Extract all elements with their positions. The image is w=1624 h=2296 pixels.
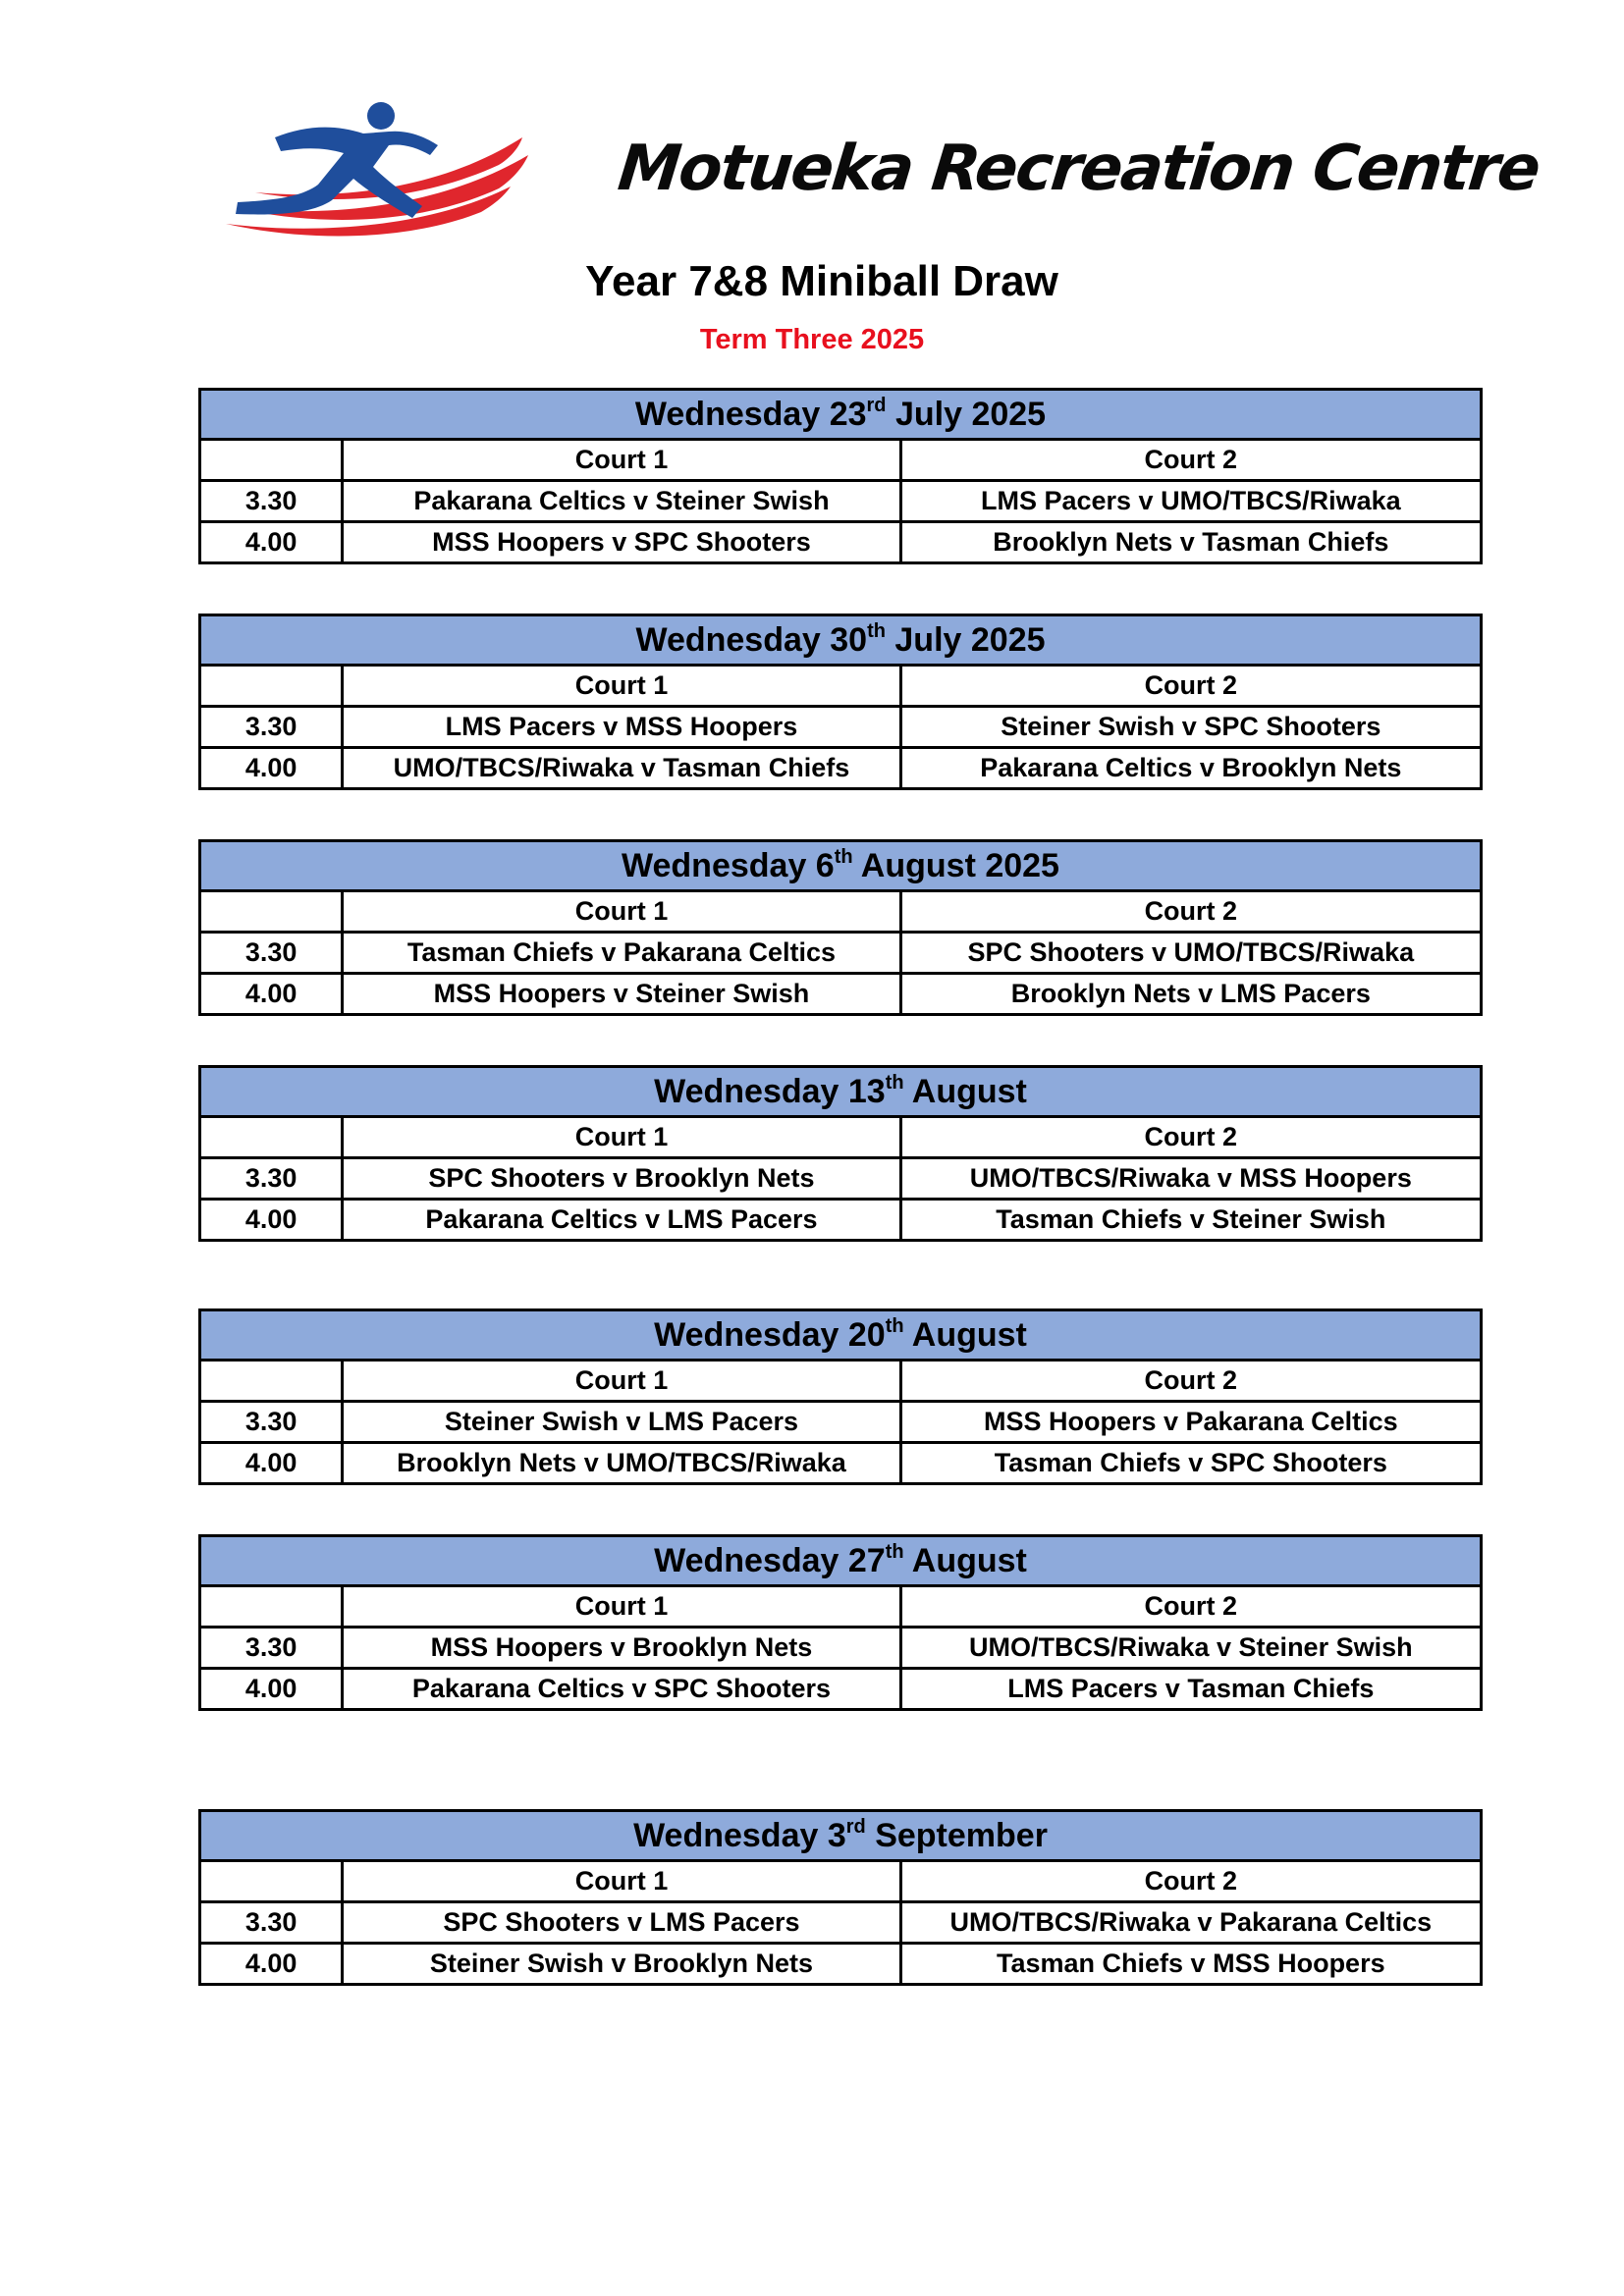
table-row bbox=[200, 1628, 1482, 1669]
header bbox=[206, 93, 1543, 250]
court-2-header: Court 2 bbox=[900, 1586, 1481, 1628]
game-time: 3.30 bbox=[200, 1158, 343, 1200]
round-date: Wednesday 6th August 2025 bbox=[200, 841, 1482, 891]
game-time: 3.30 bbox=[200, 481, 343, 522]
table-row bbox=[200, 707, 1482, 748]
court-2-game: Tasman Chiefs v MSS Hoopers bbox=[900, 1944, 1481, 1985]
table-row bbox=[200, 933, 1482, 974]
court-1-game: MSS Hoopers v Brooklyn Nets bbox=[343, 1628, 900, 1669]
blank-cell bbox=[200, 891, 343, 933]
game-time: 3.30 bbox=[200, 1902, 343, 1944]
court-2-header: Court 2 bbox=[900, 1361, 1481, 1402]
game-time: 3.30 bbox=[200, 1402, 343, 1443]
court-1-game: Tasman Chiefs v Pakarana Celtics bbox=[343, 933, 900, 974]
table-row bbox=[200, 1944, 1482, 1985]
game-time: 4.00 bbox=[200, 974, 343, 1015]
court-2-header: Court 2 bbox=[900, 891, 1481, 933]
court-1-header: Court 1 bbox=[343, 1117, 900, 1158]
blank-cell bbox=[200, 1861, 343, 1902]
court-2-game: MSS Hoopers v Pakarana Celtics bbox=[900, 1402, 1481, 1443]
court-1-game: Pakarana Celtics v Steiner Swish bbox=[343, 481, 900, 522]
court-1-game: MSS Hoopers v SPC Shooters bbox=[343, 522, 900, 563]
court-2-header: Court 2 bbox=[900, 1117, 1481, 1158]
table-row bbox=[200, 1443, 1482, 1484]
table-row bbox=[200, 481, 1482, 522]
game-time: 4.00 bbox=[200, 1443, 343, 1484]
document-title: Year 7&8 Miniball Draw bbox=[585, 257, 1058, 305]
court-1-header: Court 1 bbox=[343, 891, 900, 933]
court-2-game: LMS Pacers v UMO/TBCS/Riwaka bbox=[900, 481, 1481, 522]
game-time: 3.30 bbox=[200, 707, 343, 748]
table-row bbox=[200, 522, 1482, 563]
court-1-header: Court 1 bbox=[343, 666, 900, 707]
round-date: Wednesday 30th July 2025 bbox=[200, 615, 1482, 666]
game-time: 4.00 bbox=[200, 748, 343, 789]
blank-cell bbox=[200, 1117, 343, 1158]
round-table bbox=[198, 1534, 1483, 1711]
blank-cell bbox=[200, 440, 343, 481]
game-time: 4.00 bbox=[200, 1669, 343, 1710]
game-time: 4.00 bbox=[200, 1944, 343, 1985]
round-date: Wednesday 13th August bbox=[200, 1067, 1482, 1117]
court-2-game: UMO/TBCS/Riwaka v MSS Hoopers bbox=[900, 1158, 1481, 1200]
blank-cell bbox=[200, 1361, 343, 1402]
court-1-game: Steiner Swish v Brooklyn Nets bbox=[343, 1944, 900, 1985]
court-2-game: Pakarana Celtics v Brooklyn Nets bbox=[900, 748, 1481, 789]
court-1-game: Pakarana Celtics v LMS Pacers bbox=[343, 1200, 900, 1241]
game-time: 3.30 bbox=[200, 933, 343, 974]
court-1-game: Brooklyn Nets v UMO/TBCS/Riwaka bbox=[343, 1443, 900, 1484]
round-table bbox=[198, 839, 1483, 1016]
court-2-game: SPC Shooters v UMO/TBCS/Riwaka bbox=[900, 933, 1481, 974]
court-2-game: Tasman Chiefs v Steiner Swish bbox=[900, 1200, 1481, 1241]
round-date: Wednesday 3rd September bbox=[200, 1811, 1482, 1861]
court-1-game: LMS Pacers v MSS Hoopers bbox=[343, 707, 900, 748]
document-subtitle: Term Three 2025 bbox=[699, 324, 925, 355]
game-time: 4.00 bbox=[200, 522, 343, 563]
court-2-game: Tasman Chiefs v SPC Shooters bbox=[900, 1443, 1481, 1484]
round-table bbox=[198, 1308, 1483, 1485]
org-name: Motueka Recreation Centre bbox=[615, 133, 1543, 205]
table-row bbox=[200, 1669, 1482, 1710]
runner-logo-icon bbox=[216, 98, 540, 245]
court-1-header: Court 1 bbox=[343, 1586, 900, 1628]
court-1-header: Court 1 bbox=[343, 1361, 900, 1402]
court-1-game: SPC Shooters v Brooklyn Nets bbox=[343, 1158, 900, 1200]
court-2-game: UMO/TBCS/Riwaka v Steiner Swish bbox=[900, 1628, 1481, 1669]
table-row bbox=[200, 1402, 1482, 1443]
game-time: 3.30 bbox=[200, 1628, 343, 1669]
round-date: Wednesday 27th August bbox=[200, 1536, 1482, 1586]
court-1-game: UMO/TBCS/Riwaka v Tasman Chiefs bbox=[343, 748, 900, 789]
blank-cell bbox=[200, 1586, 343, 1628]
round-table bbox=[198, 1065, 1483, 1242]
court-2-game: UMO/TBCS/Riwaka v Pakarana Celtics bbox=[900, 1902, 1481, 1944]
court-1-game: Pakarana Celtics v SPC Shooters bbox=[343, 1669, 900, 1710]
court-2-header: Court 2 bbox=[900, 440, 1481, 481]
court-2-game: Steiner Swish v SPC Shooters bbox=[900, 707, 1481, 748]
court-1-game: Steiner Swish v LMS Pacers bbox=[343, 1402, 900, 1443]
court-2-game: Brooklyn Nets v Tasman Chiefs bbox=[900, 522, 1481, 563]
round-date: Wednesday 20th August bbox=[200, 1310, 1482, 1361]
round-date: Wednesday 23rd July 2025 bbox=[200, 390, 1482, 440]
round-table bbox=[198, 388, 1483, 564]
court-2-game: LMS Pacers v Tasman Chiefs bbox=[900, 1669, 1481, 1710]
blank-cell bbox=[200, 666, 343, 707]
court-2-game: Brooklyn Nets v LMS Pacers bbox=[900, 974, 1481, 1015]
round-table bbox=[198, 1809, 1483, 1986]
court-1-game: MSS Hoopers v Steiner Swish bbox=[343, 974, 900, 1015]
table-row bbox=[200, 1200, 1482, 1241]
court-1-header: Court 1 bbox=[343, 1861, 900, 1902]
round-table bbox=[198, 614, 1483, 790]
table-row bbox=[200, 1158, 1482, 1200]
table-row bbox=[200, 1902, 1482, 1944]
table-row bbox=[200, 974, 1482, 1015]
court-1-header: Court 1 bbox=[343, 440, 900, 481]
table-row bbox=[200, 748, 1482, 789]
court-2-header: Court 2 bbox=[900, 666, 1481, 707]
court-1-game: SPC Shooters v LMS Pacers bbox=[343, 1902, 900, 1944]
court-2-header: Court 2 bbox=[900, 1861, 1481, 1902]
game-time: 4.00 bbox=[200, 1200, 343, 1241]
